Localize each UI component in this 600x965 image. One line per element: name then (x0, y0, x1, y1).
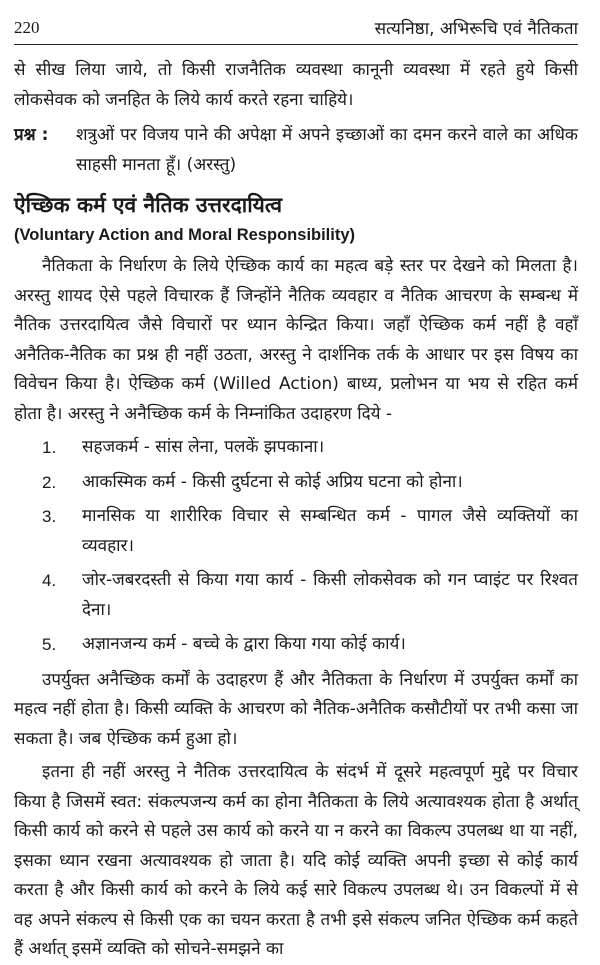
list-item-text: आकस्मिक कर्म - किसी दुर्घटना से कोई अप्रिय घटना को होना। (82, 471, 463, 492)
paragraph-2: उपर्युक्त अनैच्छिक कर्मों के उदाहरण हैं और नैतिकता के निर्धारण में उपर्युक्त कर्मों का महत्व नहीं होता है। किसी व्यक्ति के आचरण को नैतिक-अनैतिक कसौटीयों पर तभी कसा जा सकता है। जब ऐच्छिक कर्म हुआ हो। (14, 669, 578, 749)
page-header (14, 0, 578, 44)
section-title: ऐच्छिक कर्म एवं नैतिक उत्तरदायित्व (14, 193, 283, 217)
list-item-number: 2. (42, 472, 57, 492)
header-rule (14, 44, 578, 45)
list-item (14, 433, 578, 463)
list-item-text: जोर-जबरदस्ती से किया गया कार्य - किसी लोकसेवक को गन प्वाइंट पर रिश्वत देना। (82, 570, 578, 620)
page-number: 220 (14, 18, 40, 37)
list-item-text: सहजकर्म - सांस लेना, पलकें झपकाना। (82, 437, 325, 457)
question-label: प्रश्न : (14, 125, 49, 145)
list-item-number: 5. (42, 635, 57, 654)
paragraph-3: इतना ही नहीं अरस्तु ने नैतिक उत्तरदायित्व के संदर्भ में दूसरे महत्वपूर्ण मुद्दे पर विचार किया है जिसमें स्वत: संकल्पजन्य कर्म का होना नैतिकता के लिये अत्यावश्यक होता है अर्थात् किसी कार्य को करने से पहले उस कार्य को करने या न करने का विकल्प उपलब्ध था या नहीं, इसका ध्यान रखना अत्यावश्यक हो जाता है। यदि कोई व्यक्ति अपनी इच्छा से कोई कार्य करता है और किसी कार्य को करने के लिये कई सारे विकल्प उपलब्ध थे। उन विकल्पों में से वह अपने संकल्प से किसी एक का चयन करता है तभी इसे संकल्प जनित ऐच्छिक कर्म कहते हैं अर्थात् इसमें व्यक्ति को सोचने-समझने का (14, 762, 578, 959)
list-item-number: 1. (42, 438, 57, 457)
list-item-text: मानसिक या शारीरिक विचार से सम्बन्धित कर्म - पागल जैसे व्यक्तियों का व्यवहार। (82, 506, 578, 556)
examples-list (14, 433, 578, 660)
section-subtitle: (Voluntary Action and Moral Responsibility) (14, 226, 356, 244)
paragraph-1: नैतिकता के निर्धारण के लिये ऐच्छिक कार्य का महत्व बड़े स्तर पर देखने को मिलता है। अरस्तु शायद ऐसे पहले विचारक हैं जिन्होंने नैतिक व्यवहार व नैतिक आचरण के सम्बन्ध में नैतिक उत्तरदायित्व जैसे विचारों पर ध्यान केन्द्रित किया। जहाँ ऐच्छिक कर्म नहीं है वहाँ अनैतिक-नैतिक का प्रश्न ही नहीं उठता, अरस्तु ने दार्शनिक तर्क के आधार पर इस विषय का विवेचन किया है। ऐच्छिक कर्म (Willed Action) बाध्य, प्रलोभन या भय से रहित कर्म होता है। अरस्तु ने अनैच्छिक कर्म के निम्नांकित उदाहरण दिये - (14, 256, 578, 424)
list-item-number: 3. (42, 507, 57, 526)
list-item (14, 566, 578, 625)
intro-paragraph: से सीख लिया जाये, तो किसी राजनैतिक व्यवस्था कानूनी व्यवस्था में रहते हुये किसी लोकसेवक को जनहित के लिये कार्य करते रहना चाहिये। (14, 60, 578, 110)
question-block (14, 121, 578, 180)
list-item-number: 4. (42, 571, 57, 590)
question-text: शत्रुओं पर विजय पाने की अपेक्षा में अपने इच्छाओं का दमन करने वाले का अधिक साहसी मानता हूँ। (अरस्तु) (76, 125, 578, 175)
list-item (14, 468, 578, 498)
list-item-text: अज्ञानजन्य कर्म - बच्चे के द्वारा किया गया कोई कार्य। (82, 634, 406, 654)
list-item (14, 630, 578, 660)
list-item (14, 502, 578, 561)
running-title: सत्यनिष्ठा, अभिरूचि एवं नैतिकता (374, 19, 578, 39)
